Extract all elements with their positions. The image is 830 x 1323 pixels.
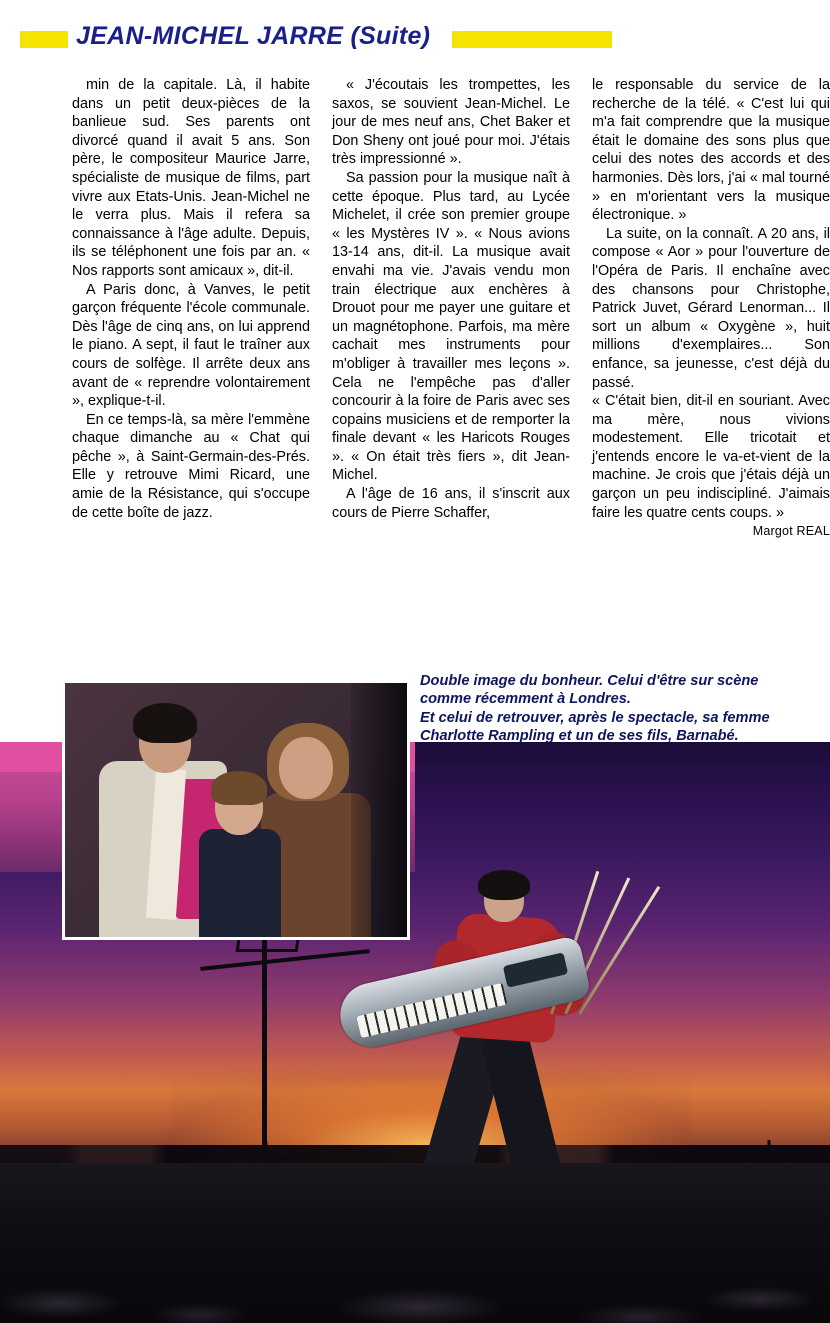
paragraph: Sa passion pour la musique naît à cette époque. Plus tard, au Lycée Michelet, il crée son premier groupe « les Mystères IV ». « Nous avions 13-14 ans, dit-il. La musique avait envahi ma vie. J'avais vendu mon train électrique aux enchères à Drouot pour me payer une guitare et un magnétophone. Parfois, ma mère cachait mes instruments pour m'obliger à travailler mes leçons ». Cela ne l'empêche pas d'aller concourir à la foire de Paris avec ses copains musiciens et de remporter la finale devant « les Haricots Rouges ». « On était très fiers », dit Jean-Michel. xyxy=(332,169,570,484)
article-header xyxy=(0,22,830,62)
paragraph: « C'était bien, dit-il en souriant. Avec ma mère, nous vivions modestement. Elle tricotait et j'entends encore le va-et-vient de la machine. Je crois que j'étais déjà un garçon un peu indiscipliné. J'aimais faire les quatre cents coups. » xyxy=(592,393,830,521)
boy-hair xyxy=(211,771,267,805)
paragraph: En ce temps-là, sa mère l'emmène chaque dimanche au « Chat qui pêche », à Saint-Germain-des-Prés. Elle y retrouve Mimi Ricard, une amie de la Résistance, qui s'occupe de cette boîte de jazz. xyxy=(72,411,310,521)
woman-head xyxy=(279,737,333,799)
paragraph: le responsable du service de la recherche de la télé. « C'est lui qui m'a fait comprendre que la musique était le domaine des sons plus que celui des notes des accords et des harmonies. Dès lors, j'ai « mal tourné » en m'orientant vers la musique électronique. » xyxy=(592,77,830,224)
boy-body xyxy=(199,829,281,939)
caption-line: Charlotte Rampling et un de ses fils, Barnabé. xyxy=(420,728,739,745)
paragraph: min de la capitale. Là, il habite dans un petit deux-pièces de la banlieue sud. Ses parents ont divorcé quand il avait 5 ans. Son père, le compositeur Maurice Jarre, spécialiste de musique de films, part vivre aux Etats-Unis. Jean-Michel ne le verra plus. Mais il refera sa connaissance à l'âge adulte. Depuis, ils se téléphonent une fois par an. « Nos rapports sont amicaux », dit-il. xyxy=(72,77,310,279)
page-title-suffix: (Suite) xyxy=(350,22,431,50)
inset-vignette xyxy=(351,683,407,940)
caption-line: Et celui de retrouver, après le spectacle, sa femme xyxy=(420,709,770,726)
paragraph: A l'âge de 16 ans, il s'inscrit aux cours de Pierre Schaffer, xyxy=(332,486,570,521)
article-body xyxy=(72,76,830,671)
keytar-control-panel xyxy=(503,952,568,987)
photo-caption xyxy=(415,670,830,745)
page-title-main: JEAN-MICHEL JARRE xyxy=(76,22,344,50)
rod xyxy=(578,886,660,1015)
author-byline: Margot REAL xyxy=(752,524,830,539)
man-hair xyxy=(133,703,197,743)
article-column-2 xyxy=(332,76,570,671)
article-column-1 xyxy=(72,76,310,671)
paragraph: La suite, on la connaît. A 20 ans, il compose « Aor » pour l'ouverture de l'Opéra de Paris. Il enchaîne avec des chansons pour Christophe, Patrick Juvet, Gérard Lenorman... Il sort un album « Oxygène », huit millions d'exemplaires... Son enfance, sa jeunesse, c'est déjà du passé. xyxy=(592,225,830,391)
article-column-3 xyxy=(592,76,830,671)
caption-line: comme récemment à Londres. xyxy=(420,691,631,708)
header-accent-bar-left xyxy=(20,31,68,48)
family-portrait-photo xyxy=(62,680,410,940)
paragraph: « J'écoutais les trompettes, les saxos, se souvient Jean-Michel. Le jour de mes neuf ans, Chet Baker et Don Sheny ont joué pour moi. J'étais très impressionné ». xyxy=(332,77,570,168)
header-accent-bar-right xyxy=(452,31,612,48)
page-title xyxy=(76,22,430,51)
paragraph: A Paris donc, à Vanves, le petit garçon fréquente l'école communale. Dès l'âge de cinq ans, on lui apprend le piano. A sept, il faut le traîner aux cours de solfège. Il arrête deux ans avant de « reprendre volontairement », explique-t-il. xyxy=(72,281,310,410)
ground-rocks xyxy=(0,1203,830,1323)
caption-line: Double image du bonheur. Celui d'être sur scène xyxy=(420,673,759,689)
